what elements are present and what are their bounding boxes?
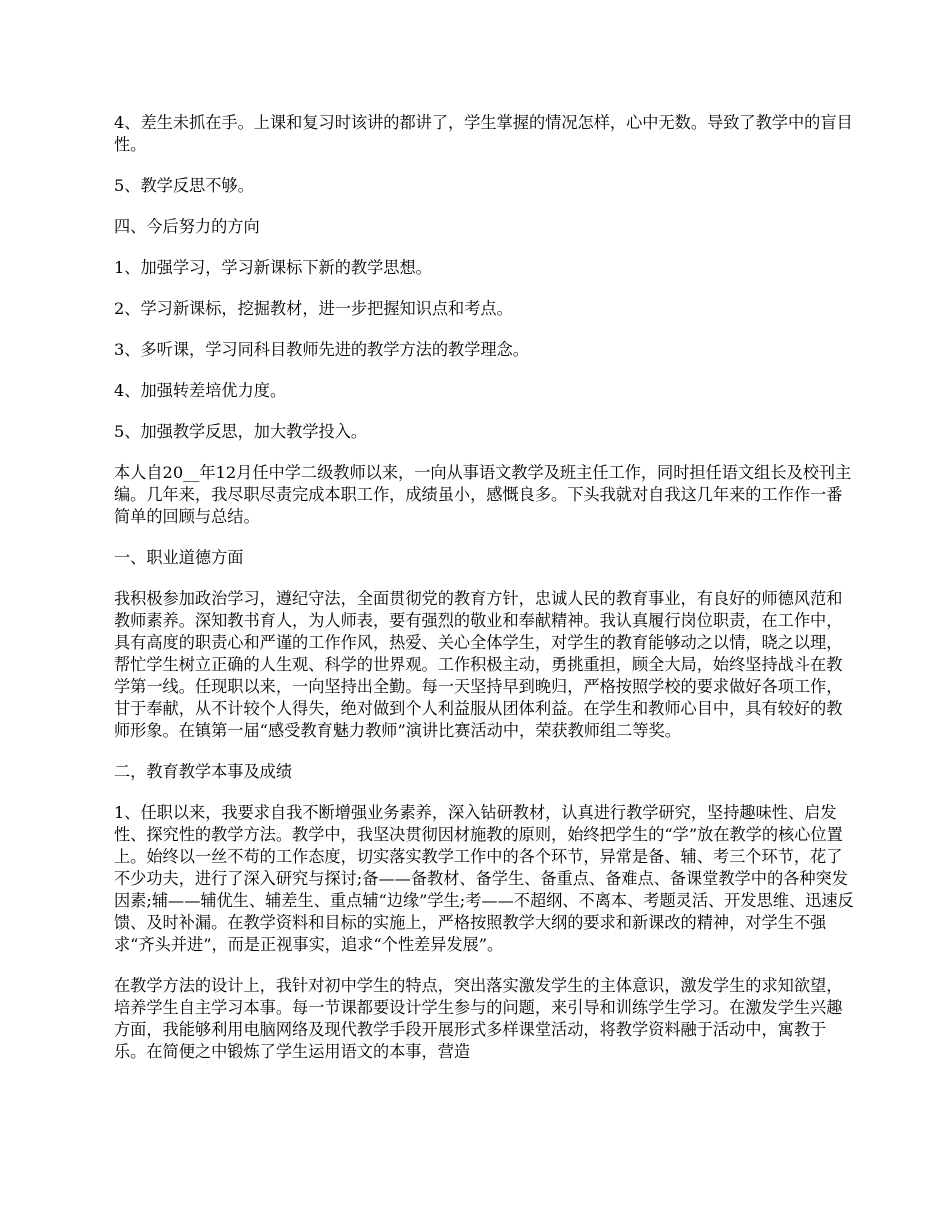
paragraph-introduction: 本人自20__年12月任中学二级教师以来，一向从事语文教学及班主任工作，同时担任语文组长及校刊主编。几年来，我尽职尽责完成本职工作，成绩虽小，感慨良多。下头我就对自我这几年来的工作作一番简单的回顾与总结。 bbox=[114, 463, 852, 526]
list-item-teaching-reflection: 5、加强教学反思，加大教学投入。 bbox=[114, 422, 368, 441]
paragraph-reflection-lacking: 5、教学反思不够。 bbox=[114, 176, 254, 195]
list-item-strengthen-learning: 1、加强学习，学习新课标下新的教学思想。 bbox=[114, 258, 432, 277]
paragraph-student-gaps: 4、差生未抓在手。上课和复习时该讲的都讲了，学生掌握的情况怎样，心中无数。导致了教学中的盲目性。 bbox=[114, 113, 853, 154]
section-heading-teaching-ability: 二，教育教学本事及成绩 bbox=[114, 762, 293, 781]
paragraph-professional-ethics: 我积极参加政治学习，遵纪守法，全面贯彻党的教育方针，忠诚人民的教育事业，有良好的师德风范和教师素养。深知教书育人，为人师表，要有强烈的敬业和奉献精神。我认真履行岗位职责，在工作中，具有高度的职责心和严谨的工作作风，热爱、关心全体学生，对学生的教育能够动之以情，晓之以理，帮忙学生树立正确的人生观、科学的世界观。工作积极主动，勇挑重担，顾全大局，始终坚持战斗在教学第一线。任现职以来，一向坚持出全勤。每一天坚持早到晚归，严格按照学校的要求做好各项工作，甘于奉献，从不计较个人得失，绝对做到个人利益服从团体利益。在学生和教师心目中，具有较好的教师形象。在镇第一届“感受教育魅力教师”演讲比赛活动中，荣获教师组二等奖。 bbox=[114, 589, 843, 740]
section-heading-professional-ethics: 一、职业道德方面 bbox=[114, 548, 244, 567]
list-item-attend-lessons: 3、多听课，学习同科目教师先进的教学方法的教学理念。 bbox=[114, 340, 529, 359]
paragraph-teaching-practice: 1、任职以来，我要求自我不断增强业务素养，深入钻研教材，认真进行教学研究，坚持趣味性、启发性、探究性的教学方法。教学中，我坚决贯彻因材施教的原则，始终把学生的“学”放在教学的核心位置上。始终以一丝不苟的工作态度，切实落实教学工作中的各个环节，异常是备、辅、考三个环节，花了不少功夫，进行了深入研究与探讨;备——备教材、备学生、备重点、备难点、备课堂教学中的各种突发因素;辅——辅优生、辅差生、重点辅“边缘”学生;考——不超纲、不离本、考题灵活、开发思维、迅速反馈、及时补漏。在教学资料和目标的实施上，严格按照教学大纲的要求和新课改的精神，对学生不强求“齐头并进”，而是正视事实，追求“个性差异发展”。 bbox=[114, 803, 854, 954]
list-item-support-students: 4、加强转差培优力度。 bbox=[114, 381, 287, 400]
paragraph-teaching-methods: 在教学方法的设计上，我针对初中学生的特点，突出落实激发学生的主体意识，激发学生的求知欲望，培养学生自主学习本事。每一节课都要设计学生参与的问题，来引导和训练学生学习。在激发学生兴趣方面，我能够利用电脑网络及现代教学手段开展形式多样课堂活动，将教学资料融于活动中，寓教于乐。在简便之中锻炼了学生运用语文的本事，营造 bbox=[114, 976, 843, 1061]
section-heading-future-direction: 四、今后努力的方向 bbox=[114, 217, 260, 236]
list-item-study-curriculum: 2、学习新课标，挖掘教材，进一步把握知识点和考点。 bbox=[114, 299, 513, 318]
document-page bbox=[114, 112, 854, 1082]
